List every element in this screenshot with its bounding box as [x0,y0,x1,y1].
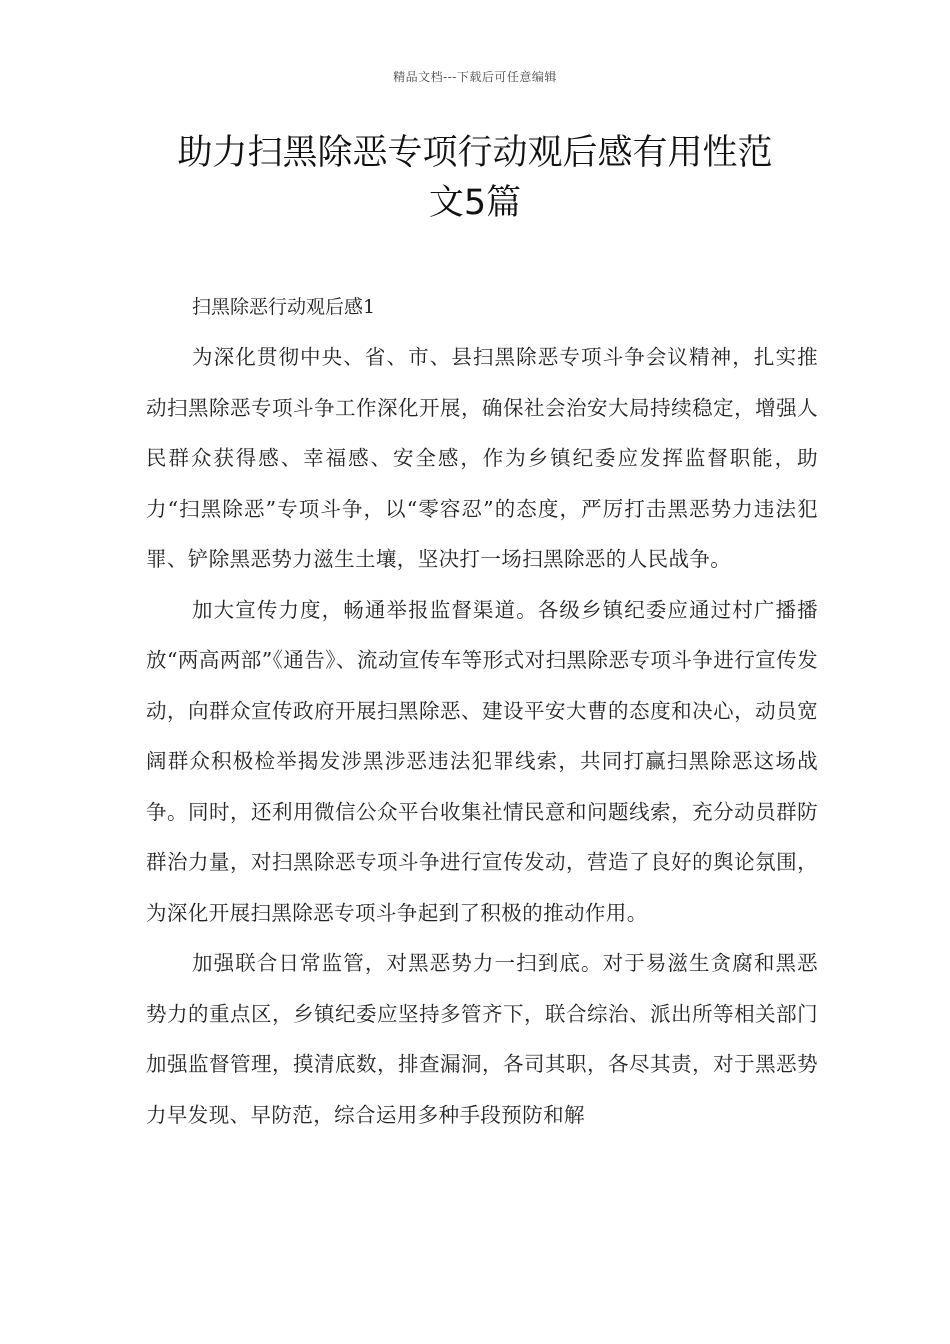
title-line-2: 文5篇 [428,183,522,223]
paragraph-1: 为深化贯彻中央、省、市、县扫黑除恶专项斗争会议精神，扎实推动扫黑除恶专项斗争工作深化开展，确保社会治安大局持续稳定，增强人民群众获得感、幸福感、安全感，作为乡镇纪委应发挥监督职能，助力“扫黑除恶”专项斗争，以“零容忍”的态度，严厉打击黑恶势力违法犯罪、铲除黑恶势力滋生土壤，坚决打一场扫黑除恶的人民战争。 [146,345,818,571]
paragraph-3: 加强联合日常监管，对黑恶势力一扫到底。对于易滋生贪腐和黑恶势力的重点区，乡镇纪委应坚持多管齐下，联合综治、派出所等相关部门加强监督管理，摸清底数，排查漏洞，各司其职，各尽其责，对于黑恶势力早发现、早防范，综合运用多种手段预防和解 [146,951,818,1127]
document-body [146,282,818,1140]
paragraph-2: 加大宣传力度，畅通举报监督渠道。各级乡镇纪委应通过村广播播放“两高两部”《通告》、流动宣传车等形式对扫黑除恶专项斗争进行宣传发动，向群众宣传政府开展扫黑除恶、建设平安大曹的态度和决心，动员宽阔群众积极检举揭发涉黑涉恶违法犯罪线索，共同打赢扫黑除恶这场战争。同时，还利用微信公众平台收集社情民意和问题线索，充分动员群防群治力量，对扫黑除恶专项斗争进行宣传发动，营造了良好的舆论氛围，为深化开展扫黑除恶专项斗争起到了积极的推动作用。 [146,597,818,925]
title-line-1: 助力扫黑除恶专项行动观后感有用性范 [177,133,773,173]
header-note: 精品文档---下载后可任意编辑 [393,70,557,84]
section-heading: 扫黑除恶行动观后感1 [192,296,376,318]
document-title [130,128,820,228]
